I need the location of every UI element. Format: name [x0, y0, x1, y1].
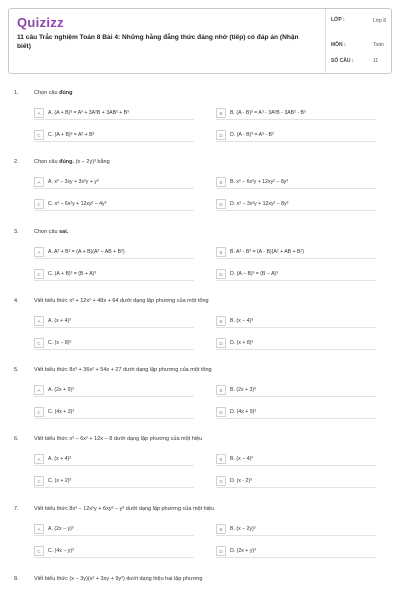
option-text: D. x³ − 3x²y + 12xy² − 8y³	[230, 201, 289, 207]
option-text: C. (A + B)³ = A³ + B³	[48, 132, 95, 138]
answer-option-c[interactable]	[34, 198, 194, 211]
header-divider	[325, 9, 326, 73]
answer-option-b[interactable]	[216, 315, 376, 328]
option-letter-box[interactable]: A	[34, 177, 44, 187]
option-letter-box[interactable]: D	[216, 338, 226, 348]
option-text: B. (x − 2y)³	[230, 526, 256, 532]
option-letter-box[interactable]: B	[216, 247, 226, 257]
option-text: D. (x + 8)³	[230, 340, 254, 346]
question-emphasis: đúng	[59, 90, 73, 96]
count-label: SỐ CÂU :	[331, 58, 354, 64]
question-stem: Viết biểu thức 8x³ − 12x²y + 6xy² − y³ dưới dạng lập phương của một hiệu	[34, 506, 215, 512]
option-letter-box[interactable]: B	[216, 108, 226, 118]
question-number: 1.	[14, 90, 19, 96]
option-text: D. (A - B)³ = A³ - B³	[230, 132, 274, 138]
option-text: B. (2x + 3)³	[230, 387, 256, 393]
count-value: 11	[373, 58, 379, 64]
subject-value: Toán	[373, 42, 384, 48]
option-letter-box[interactable]: C	[34, 199, 44, 209]
option-letter-box[interactable]: D	[216, 130, 226, 140]
answer-option-b[interactable]	[216, 453, 376, 466]
answer-option-c[interactable]	[34, 475, 194, 488]
option-letter-box[interactable]: C	[34, 407, 44, 417]
answer-option-a[interactable]	[34, 523, 194, 536]
question-number: 6.	[14, 436, 19, 442]
option-letter-box[interactable]: C	[34, 476, 44, 486]
option-letter-box[interactable]: C	[34, 130, 44, 140]
option-letter-box[interactable]: C	[34, 546, 44, 556]
answer-option-c[interactable]	[34, 129, 194, 142]
question-text	[34, 90, 384, 96]
question-number: 2.	[14, 159, 19, 165]
question-text	[34, 506, 384, 512]
option-letter-box[interactable]: C	[34, 269, 44, 279]
answer-option-c[interactable]	[34, 337, 194, 350]
question-text	[34, 367, 384, 373]
option-text: D. (4x + 9)³	[230, 409, 257, 415]
question-number: 4.	[14, 298, 19, 304]
option-text: B. (x − 4)³	[230, 456, 253, 462]
answer-option-a[interactable]	[34, 176, 194, 189]
option-text: D. (A − B)³ = (B − A)³	[230, 271, 278, 277]
question-emphasis: sai.	[59, 229, 69, 235]
question-stem: Viết biểu thức x³ − 6x² + 12x − 8 dưới dạng lập phương của một hiệu	[34, 436, 203, 442]
class-value: Lớp 8	[373, 18, 387, 24]
option-text: A. (2x − y)³	[48, 526, 74, 532]
question-stem: Chọn câu	[34, 159, 60, 165]
answer-option-d[interactable]	[216, 406, 376, 419]
option-text: A. A³ + B³ = (A + B)(A² − AB + B²)	[48, 249, 125, 255]
answer-option-d[interactable]	[216, 545, 376, 558]
answer-option-b[interactable]	[216, 384, 376, 397]
answer-option-d[interactable]	[216, 198, 376, 211]
question-text	[34, 436, 384, 442]
question-stem: Chọn câu	[34, 90, 60, 96]
option-letter-box[interactable]: B	[216, 177, 226, 187]
option-text: A. x³ − 3xy + 3x²y + y³	[48, 179, 99, 185]
question-stem: Viết biểu thức 8x³ + 36x² + 54x + 27 dưới dạng lập phương của một tổng	[34, 367, 212, 373]
option-text: C. (A + B)³ = (B + A)³	[48, 271, 96, 277]
quizizz-logo: Quizizz	[17, 15, 64, 30]
question-stem: Chọn câu	[34, 229, 60, 235]
answer-option-b[interactable]	[216, 523, 376, 536]
option-letter-box[interactable]: D	[216, 546, 226, 556]
option-text: A. (x + 4)³	[48, 456, 71, 462]
option-text: C. (4x + 3)³	[48, 409, 75, 415]
option-letter-box[interactable]: A	[34, 316, 44, 326]
answer-option-a[interactable]	[34, 246, 194, 259]
answer-option-b[interactable]	[216, 107, 376, 120]
question-text	[34, 159, 384, 165]
class-label: LỚP :	[331, 17, 345, 23]
option-letter-box[interactable]: B	[216, 316, 226, 326]
option-text: B. (x − 4)³	[230, 318, 253, 324]
answer-option-a[interactable]	[34, 107, 194, 120]
question-tail: (x − 2y)³ bằng	[74, 159, 110, 165]
question-text	[34, 298, 384, 304]
answer-option-c[interactable]	[34, 545, 194, 558]
answer-option-b[interactable]	[216, 176, 376, 189]
question-stem: Viết biểu thức (x − 3y)(x² + 3xy + 9y²) dưới dạng hiệu hai lập phương	[34, 576, 203, 582]
option-letter-box[interactable]: D	[216, 407, 226, 417]
answer-option-c[interactable]	[34, 406, 194, 419]
answer-option-d[interactable]	[216, 129, 376, 142]
question-number: 7.	[14, 506, 19, 512]
option-text: C. (x − 8)³	[48, 340, 72, 346]
option-letter-box[interactable]: A	[34, 524, 44, 534]
option-text: C. (4x − y)³	[48, 548, 74, 554]
worksheet-header	[8, 8, 392, 74]
answer-option-a[interactable]	[34, 453, 194, 466]
answer-option-c[interactable]	[34, 268, 194, 281]
question-number: 5.	[14, 367, 19, 373]
option-text: A. (x + 4)³	[48, 318, 71, 324]
answer-option-d[interactable]	[216, 475, 376, 488]
option-text: B. (A - B)³ = A³ - 3A²B - 3AB² - B³	[230, 110, 306, 116]
question-text	[34, 229, 384, 235]
worksheet-title: 11 câu Trắc nghiệm Toán 8 Bài 4: Những hằng đẳng thức đáng nhớ (tiếp) có đáp án (Nhận biết)	[17, 34, 299, 50]
option-text: D. (x - 2)³	[230, 478, 252, 484]
option-letter-box[interactable]: D	[216, 269, 226, 279]
option-letter-box[interactable]: B	[216, 524, 226, 534]
option-letter-box[interactable]: B	[216, 385, 226, 395]
option-letter-box[interactable]: A	[34, 247, 44, 257]
option-letter-box[interactable]: C	[34, 338, 44, 348]
answer-option-a[interactable]	[34, 384, 194, 397]
question-emphasis: đúng.	[59, 159, 75, 165]
question-text	[34, 576, 384, 582]
option-text: A. (2x + 9)³	[48, 387, 74, 393]
option-text: B. x³ − 6x²y + 12xy² − 8y³	[230, 179, 289, 185]
option-letter-box[interactable]: A	[34, 385, 44, 395]
answer-option-b[interactable]	[216, 246, 376, 259]
question-number: 3.	[14, 229, 19, 235]
option-text: C. x³ − 6x²y + 12xy² − 4y³	[48, 201, 107, 207]
option-letter-box[interactable]: A	[34, 454, 44, 464]
option-letter-box[interactable]: D	[216, 476, 226, 486]
question-number: 8.	[14, 576, 19, 582]
answer-option-d[interactable]	[216, 268, 376, 281]
option-text: C. (x + 2)³	[48, 478, 72, 484]
option-text: D. (2x + y)³	[230, 548, 256, 554]
answer-option-a[interactable]	[34, 315, 194, 328]
option-letter-box[interactable]: A	[34, 108, 44, 118]
option-letter-box[interactable]: D	[216, 199, 226, 209]
option-text: B. A³ - B³ = (A - B)(A² + AB + B²)	[230, 249, 304, 255]
option-letter-box[interactable]: B	[216, 454, 226, 464]
question-stem: Viết biểu thức x³ + 12x² + 48x + 64 dưới dạng lập phương của một tổng	[34, 298, 209, 304]
option-text: A. (A + B)³ = A³ + 3A²B + 3AB² + B³	[48, 110, 129, 116]
answer-option-d[interactable]	[216, 337, 376, 350]
subject-label: MÔN :	[331, 42, 346, 48]
